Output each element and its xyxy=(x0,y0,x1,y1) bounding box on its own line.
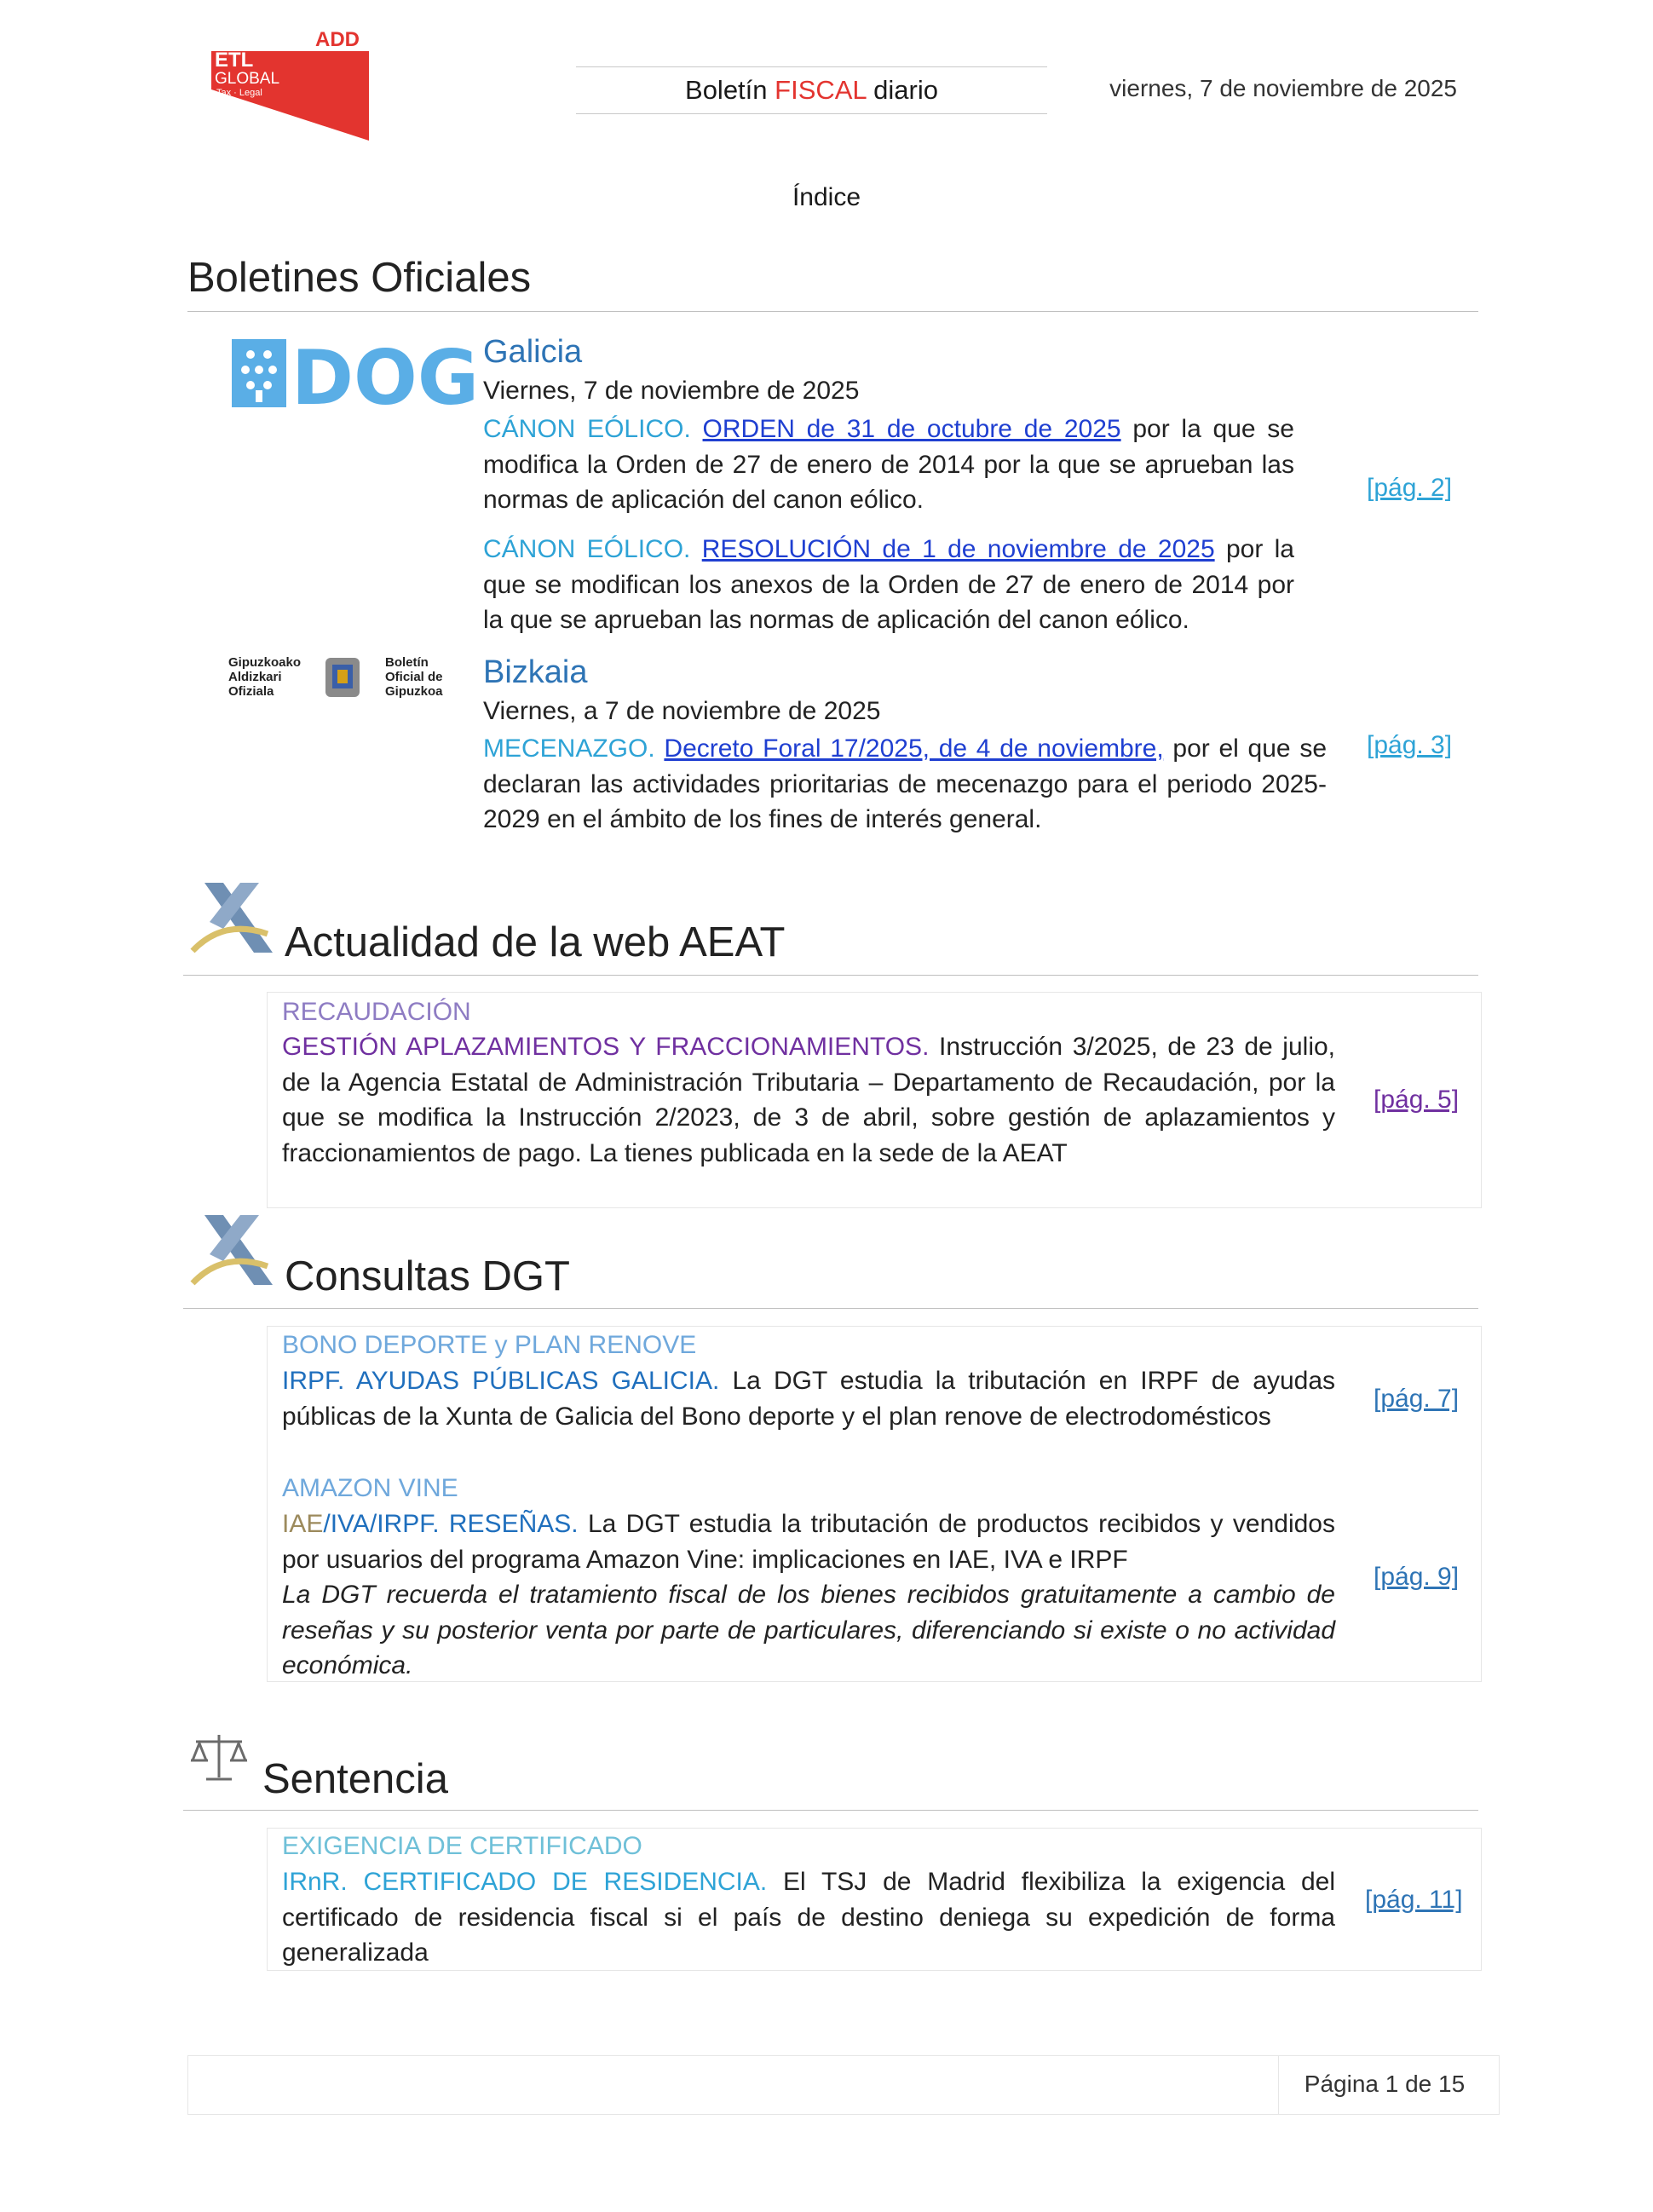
aeat-page-link[interactable]: [pág. 5] xyxy=(1374,1086,1460,1114)
gipuzkoa-right-3: Gipuzkoa xyxy=(385,684,443,699)
aeat-keyword: GESTIÓN APLAZAMIENTOS Y FRACCIONAMIENTOS. xyxy=(282,1033,930,1061)
galicia-item-1-link[interactable]: ORDEN de 31 de octubre de 2025 xyxy=(702,415,1121,443)
section-divider xyxy=(187,311,1478,312)
bizkaia-item-link[interactable]: Decreto Foral 17/2025, de 4 de noviembre, xyxy=(664,734,1164,763)
gipuzkoa-shield-icon xyxy=(325,658,360,697)
dgt-item-1-text: La DGT estudia la tributación en IRPF de ayudas públicas de la Xunta de Galicia del Bono deporte y el plan renove de electrodomésticos xyxy=(282,1367,1336,1431)
galicia-item-1 xyxy=(483,412,1294,518)
aeat-category: RECAUDACIÓN xyxy=(282,998,471,1026)
gipuzkoa-left-2: Aldizkari xyxy=(228,670,282,684)
section-divider xyxy=(183,1810,1478,1811)
dgt-item-2-category: AMAZON VINE xyxy=(282,1474,458,1502)
dgt-item-2 xyxy=(282,1506,1335,1684)
bizkaia-page-link[interactable]: [pág. 3] xyxy=(1367,731,1453,759)
sentencia-entry xyxy=(282,1864,1335,1971)
logo-global-text: GLOBAL xyxy=(215,70,280,88)
etl-global-logo xyxy=(211,26,369,141)
dgt-item-1-category: BONO DEPORTE y PLAN RENOVE xyxy=(282,1331,697,1359)
section-title-boletines: Boletines Oficiales xyxy=(187,255,532,301)
section-divider xyxy=(183,1308,1478,1309)
dgt-item-2-kw-sep2: / xyxy=(369,1510,377,1538)
dgt-item-2-page-link[interactable]: [pág. 9] xyxy=(1374,1563,1460,1591)
galicia-date: Viernes, 7 de noviembre de 2025 xyxy=(483,377,860,405)
gipuzkoa-logo xyxy=(227,653,461,704)
region-galicia: Galicia xyxy=(483,334,583,370)
dgt-item-1 xyxy=(282,1363,1335,1434)
dgt-item-2-kw-iva: IVA xyxy=(330,1510,370,1538)
bulletin-title-post: diario xyxy=(866,75,938,105)
aeat-text: Instrucción 3/2025, de 23 de julio, de la Agencia Estatal de Administración Tributaria – Departamento de Recaudación, por la que se modifica la Instrucción 2/2023, de 3 de abril, sobre gestión de aplazamientos y fraccionamientos de pago. La tienes publicada en la sede de la AEAT xyxy=(282,1033,1335,1167)
dgt-item-2-italic: La DGT recuerda el tratamiento fiscal de los bienes recibidos gratuitamente a cambio de reseñas y su posterior venta por parte de particulares, diferenciando si existe o no actividad económica. xyxy=(282,1581,1335,1679)
dog-logo xyxy=(232,334,480,422)
galicia-item-2 xyxy=(483,532,1294,638)
header-date: viernes, 7 de noviembre de 2025 xyxy=(1109,75,1457,101)
gipuzkoa-right-2: Oficial de xyxy=(385,670,443,684)
galicia-page-link[interactable]: [pág. 2] xyxy=(1367,474,1453,502)
galicia-item-1-text: por la que se modifica la Orden de 27 de enero de 2014 por la que se aprueban las normas de aplicación del canon eólico. xyxy=(483,415,1294,514)
section-title-dgt: Consultas DGT xyxy=(285,1253,570,1299)
sentencia-text: El TSJ de Madrid flexibiliza la exigencia del certificado de residencia fiscal si el país de destino deniega su expedición de forma generalizada xyxy=(282,1868,1335,1967)
galicia-item-2-link[interactable]: RESOLUCIÓN de 1 de noviembre de 2025 xyxy=(701,535,1215,563)
bizkaia-item-text: por el que se declaran las actividades prioritarias de mecenazgo para el periodo 2025-2029 en el ámbito de los fines de interés general. xyxy=(483,734,1328,833)
bizkaia-item xyxy=(483,731,1327,838)
galicia-item-2-text: por la que se modifican los anexos de la Orden de 27 de enero de 2014 por la que se aprueban las normas de aplicación del canon eólico. xyxy=(483,535,1294,634)
dgt-item-2-text: La DGT estudia la tributación de productos recibidos y vendidos por usuarios del programa Amazon Vine: implicaciones en IAE, IVA e IRPF xyxy=(282,1510,1335,1574)
scales-icon xyxy=(189,1730,249,1786)
gipuzkoa-left-1: Gipuzkoako xyxy=(228,655,302,670)
dog-logo-text: DOG xyxy=(291,334,480,422)
logo-add-text: ADD xyxy=(315,28,360,51)
bulletin-title xyxy=(576,66,1047,114)
aeat-logo-icon xyxy=(189,1212,274,1288)
dgt-item-1-page-link[interactable]: [pág. 7] xyxy=(1374,1385,1460,1413)
index-heading: Índice xyxy=(792,183,861,211)
section-title-aeat: Actualidad de la web AEAT xyxy=(285,919,786,965)
aeat-logo-icon xyxy=(189,879,274,956)
gipuzkoa-right-1: Boletín xyxy=(385,655,429,670)
logo-tag-text: Tax · Legal xyxy=(216,88,262,98)
section-title-sentencia: Sentencia xyxy=(262,1756,448,1802)
page-number: Página 1 de 15 xyxy=(1304,2071,1466,2097)
dgt-item-1-keyword: IRPF. AYUDAS PÚBLICAS GALICIA. xyxy=(282,1367,720,1395)
galicia-item-1-keyword: CÁNON EÓLICO. xyxy=(483,415,703,443)
bulletin-title-fiscal: FISCAL xyxy=(775,75,867,105)
sentencia-category: EXIGENCIA DE CERTIFICADO xyxy=(282,1832,642,1860)
aeat-entry xyxy=(282,1029,1335,1171)
bizkaia-date: Viernes, a 7 de noviembre de 2025 xyxy=(483,697,881,725)
gipuzkoa-left-3: Ofiziala xyxy=(228,684,274,699)
bulletin-title-pre: Boletín xyxy=(685,75,775,105)
dgt-item-2-kw-iae: IAE xyxy=(282,1510,324,1538)
galicia-item-2-keyword: CÁNON EÓLICO. xyxy=(483,535,702,563)
bizkaia-item-keyword: MECENAZGO. xyxy=(483,734,665,763)
region-bizkaia: Bizkaia xyxy=(483,654,588,690)
section-divider xyxy=(183,975,1478,976)
logo-etl-text: ETL xyxy=(215,49,254,72)
dgt-item-2-kw-irpf: IRPF. RESEÑAS. xyxy=(377,1510,579,1538)
dgt-item-2-kw-sep1: / xyxy=(323,1510,331,1538)
sentencia-page-link[interactable]: [pág. 11] xyxy=(1365,1886,1463,1914)
sentencia-keyword: IRnR. CERTIFICADO DE RESIDENCIA. xyxy=(282,1868,768,1896)
